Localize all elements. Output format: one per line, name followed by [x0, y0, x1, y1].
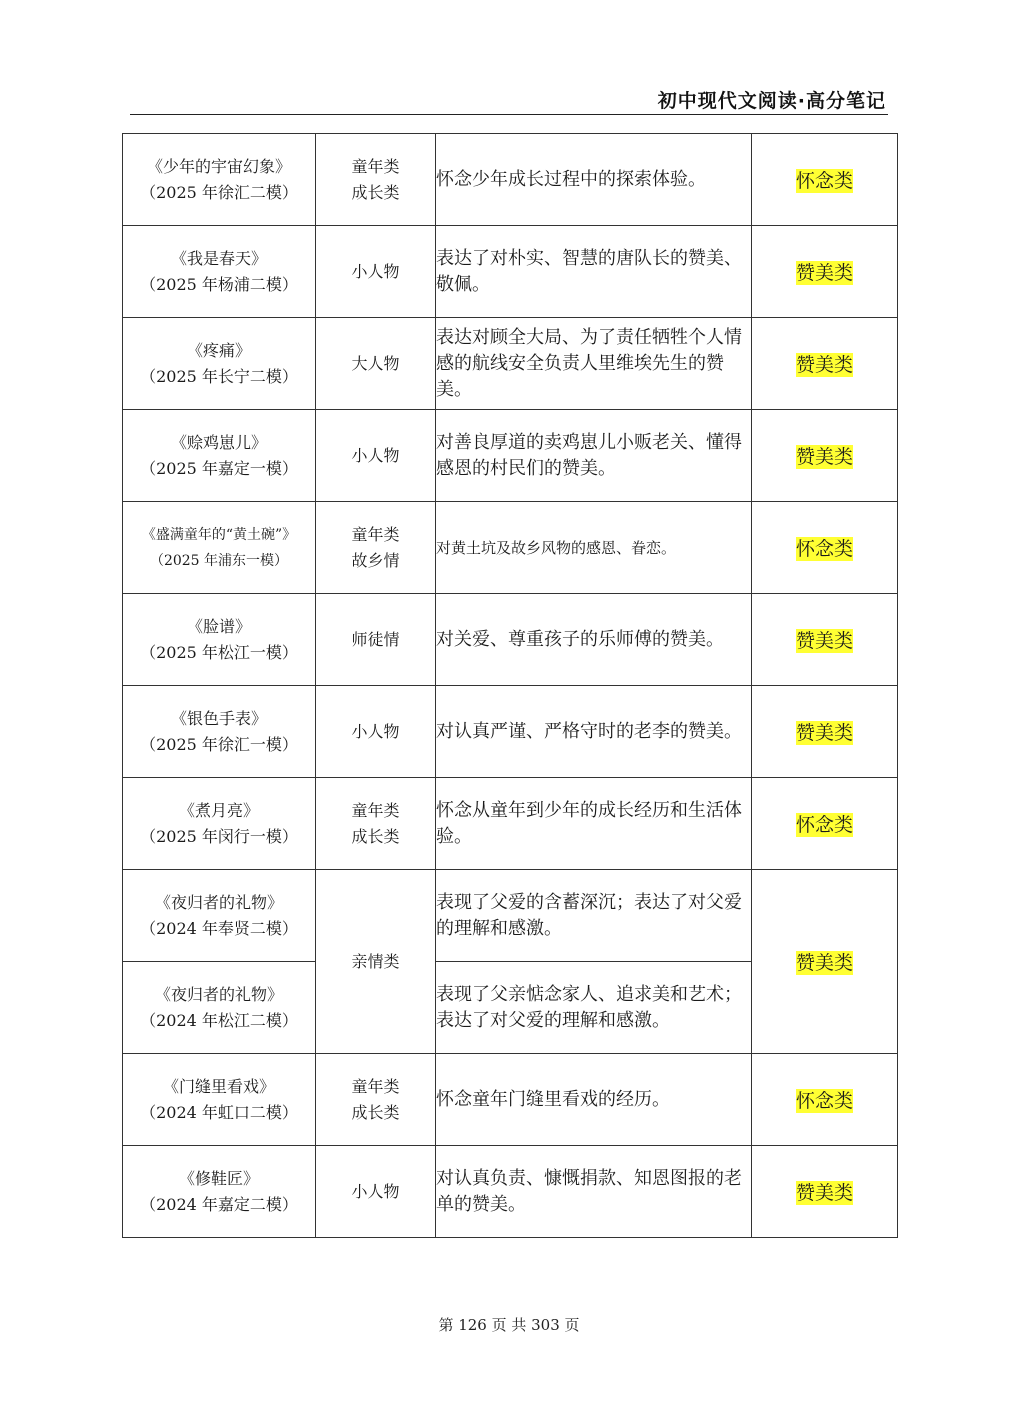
- theme-cell: 表现了父爱的含蓄深沉；表达了对父爱的理解和感激。: [436, 870, 752, 962]
- category-label: 赞美类: [795, 354, 853, 376]
- article-source: （2025 年长宁二模）: [140, 366, 298, 386]
- category-cell: [752, 502, 898, 594]
- table-row: [123, 594, 898, 686]
- title-cell: [123, 502, 316, 594]
- type-cell: [316, 1054, 436, 1146]
- article-title: 《银色手表》: [170, 708, 267, 728]
- article-title: 《少年的宇宙幻象》: [146, 156, 291, 176]
- article-source: （2024 年奉贤二模）: [140, 918, 298, 938]
- title-cell: [123, 1054, 316, 1146]
- page-header: [130, 84, 888, 115]
- category-cell: [752, 870, 898, 1054]
- category-label: 赞美类: [795, 262, 853, 284]
- article-title: 《盛满童年的“黄土碗”》: [141, 526, 297, 543]
- type-cell: 小人物: [316, 686, 436, 778]
- table-row: [123, 1054, 898, 1146]
- theme-cell: 怀念从童年到少年的成长经历和生活体验。: [436, 778, 752, 870]
- theme-cell: 表达对顾全大局、为了责任牺牲个人情感的航线安全负责人里维埃先生的赞美。: [436, 318, 752, 410]
- theme-cell: 表达了对朴实、智慧的唐队长的赞美、敬佩。: [436, 226, 752, 318]
- title-cell: [123, 594, 316, 686]
- category-label: 赞美类: [795, 630, 853, 652]
- type-cell: 小人物: [316, 1146, 436, 1238]
- table-row: [123, 502, 898, 594]
- category-cell: [752, 594, 898, 686]
- title-cell: [123, 870, 316, 962]
- type-label: 成长类: [351, 1102, 400, 1122]
- article-source: （2025 年闵行一模）: [140, 826, 298, 846]
- category-label: 怀念类: [795, 1090, 853, 1112]
- article-source: （2025 年杨浦二模）: [140, 274, 298, 294]
- category-label: 赞美类: [795, 952, 853, 974]
- theme-cell: 对关爱、尊重孩子的乐师傅的赞美。: [436, 594, 752, 686]
- theme-cell: 怀念童年门缝里看戏的经历。: [436, 1054, 752, 1146]
- article-title: 《夜归者的礼物》: [154, 984, 283, 1004]
- table-row: [123, 134, 898, 226]
- table-row: [123, 1146, 898, 1238]
- type-cell: [316, 502, 436, 594]
- article-title: 《疼痛》: [186, 340, 251, 360]
- table-row: [123, 318, 898, 410]
- theme-cell: 对善良厚道的卖鸡崽儿小贩老关、懂得感恩的村民们的赞美。: [436, 410, 752, 502]
- type-label: 童年类: [351, 800, 400, 820]
- type-cell: 小人物: [316, 226, 436, 318]
- table-row: [123, 410, 898, 502]
- theme-cell: 表现了父亲惦念家人、追求美和艺术；表达了对父爱的理解和感激。: [436, 962, 752, 1054]
- title-cell: [123, 686, 316, 778]
- theme-cell: 对认真负责、慷慨捐款、知恩图报的老单的赞美。: [436, 1146, 752, 1238]
- article-source: （2024 年嘉定二模）: [140, 1194, 298, 1214]
- type-label: 成长类: [351, 182, 400, 202]
- title-cell: [123, 962, 316, 1054]
- category-cell: [752, 226, 898, 318]
- type-cell: [316, 778, 436, 870]
- table-row: [123, 870, 898, 962]
- category-cell: [752, 318, 898, 410]
- theme-cell: 对黄土坑及故乡风物的感恩、眷恋。: [436, 502, 752, 594]
- type-label: 童年类: [351, 1076, 400, 1096]
- category-cell: [752, 134, 898, 226]
- type-label: 成长类: [351, 826, 400, 846]
- article-source: （2024 年虹口二模）: [140, 1102, 298, 1122]
- article-title: 《我是春天》: [170, 248, 267, 268]
- category-cell: [752, 686, 898, 778]
- reading-table: [122, 133, 898, 1238]
- category-cell: [752, 410, 898, 502]
- type-label: 童年类: [351, 524, 400, 544]
- type-label: 故乡情: [351, 550, 400, 570]
- header-title: 初中现代文阅读·高分笔记: [657, 90, 886, 112]
- article-source: （2025 年松江一模）: [140, 642, 298, 662]
- category-label: 怀念类: [795, 538, 853, 560]
- title-cell: [123, 778, 316, 870]
- type-label: 童年类: [351, 156, 400, 176]
- theme-cell: 对认真严谨、严格守时的老李的赞美。: [436, 686, 752, 778]
- type-cell: 师徒情: [316, 594, 436, 686]
- article-source: （2025 年嘉定一模）: [140, 458, 298, 478]
- article-title: 《脸谱》: [186, 616, 251, 636]
- title-cell: [123, 226, 316, 318]
- table-row: [123, 686, 898, 778]
- article-title: 《门缝里看戏》: [162, 1076, 275, 1096]
- type-cell: [316, 134, 436, 226]
- title-cell: [123, 318, 316, 410]
- title-cell: [123, 1146, 316, 1238]
- category-label: 赞美类: [795, 1182, 853, 1204]
- title-cell: [123, 134, 316, 226]
- page-number: 第 126 页 共 303 页: [438, 1316, 580, 1334]
- article-source: （2024 年松江二模）: [140, 1010, 298, 1030]
- category-cell: [752, 778, 898, 870]
- table-row: [123, 226, 898, 318]
- type-cell: 小人物: [316, 410, 436, 502]
- category-cell: [752, 1054, 898, 1146]
- article-source: （2025 年徐汇二模）: [140, 182, 298, 202]
- article-source: （2025 年徐汇一模）: [140, 734, 298, 754]
- category-label: 怀念类: [795, 814, 853, 836]
- article-source: （2025 年浦东一模）: [149, 552, 289, 569]
- title-cell: [123, 410, 316, 502]
- category-label: 怀念类: [795, 170, 853, 192]
- type-cell: 大人物: [316, 318, 436, 410]
- article-title: 《赊鸡崽儿》: [170, 432, 267, 452]
- category-label: 赞美类: [795, 446, 853, 468]
- table-row: [123, 778, 898, 870]
- type-cell: 亲情类: [316, 870, 436, 1054]
- article-title: 《夜归者的礼物》: [154, 892, 283, 912]
- category-cell: [752, 1146, 898, 1238]
- category-label: 赞美类: [795, 722, 853, 744]
- article-title: 《修鞋匠》: [178, 1168, 259, 1188]
- article-title: 《煮月亮》: [178, 800, 259, 820]
- theme-cell: 怀念少年成长过程中的探索体验。: [436, 134, 752, 226]
